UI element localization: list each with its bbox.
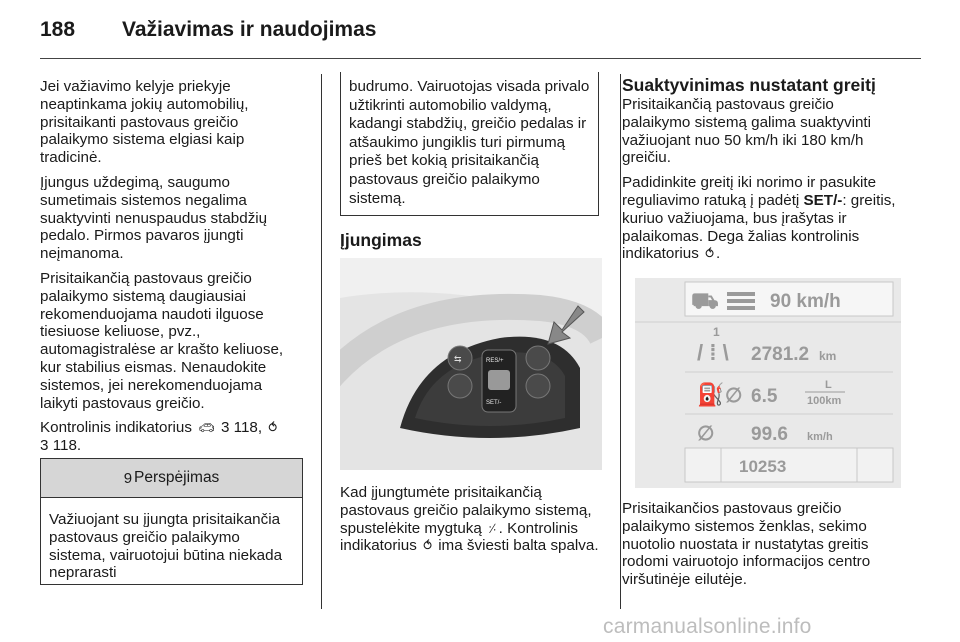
- warning-body: Važiuojant su įjungta prisitaikančia pastovaus greičio palaikymo sistema, vairuotojui būtina niekada neprarasti: [49, 511, 283, 582]
- fuel-consumption: 6.5: [751, 386, 778, 407]
- warning-triangle-icon: 9: [123, 469, 133, 487]
- average-speed-unit: km/h: [807, 431, 833, 443]
- section-title-activation: Įjungimas: [340, 230, 422, 250]
- cruise-control-icon: ⥀: [268, 420, 278, 436]
- car-follow-icon: ⛟: [691, 288, 719, 313]
- column-divider-2: [620, 74, 621, 609]
- page-ref-arrow: 3: [220, 419, 230, 437]
- right-column: [622, 96, 904, 270]
- watermark: carmanualsonline.info: [603, 615, 812, 638]
- driver-info-display: [635, 278, 901, 488]
- cruise-control-icon: ⥀: [705, 246, 714, 262]
- warning-continued-box: [340, 72, 599, 216]
- set-speed-value: 90 km/h: [770, 291, 841, 312]
- steering-wheel-image: [340, 258, 602, 470]
- cluster-caption: [622, 500, 904, 596]
- gap-level: 1: [713, 325, 720, 339]
- average-icon: ∅: [697, 423, 715, 445]
- paragraph: Prisitaikančią pastovaus greičio palaikymo sistemą galima suaktyvinti važiuojant nuo 50 km/h iki 180 km/h greičiu.: [622, 96, 871, 167]
- average-speed: 99.6: [751, 424, 788, 445]
- paragraph: Prisitaikančios pastovaus greičio palaikymo sistemos ženklas, sekimo nuotolio nuostata ir nustatytas greitis rodomi vairuotojo informacijos centro viršutinėje eilutėje.: [622, 500, 871, 589]
- res-label: RES/+: [486, 358, 504, 364]
- odometer: 10253: [739, 457, 787, 476]
- page-number: 188: [40, 18, 76, 41]
- road-icon: / ⁞ \: [697, 340, 729, 365]
- fuel-unit-top: L: [825, 379, 832, 391]
- page-title: Važiavimas ir naudojimas: [122, 18, 377, 41]
- steering-wheel-illustration: [340, 258, 602, 470]
- car-ahead-icon: 🚗︎: [198, 420, 215, 436]
- set-label: SET/-: [486, 400, 502, 406]
- warning-title: Perspėjimas: [134, 469, 220, 486]
- svg-text:⇆: ⇆: [454, 354, 462, 364]
- cruise-control-icon: ⥀: [423, 538, 432, 554]
- paragraph: Prisitaikančią pastovaus greičio palaikymo sistemą daugiausiai rekomenduojama naudoti ilguose tiesiuose keliuose, pvz., automagistralėse ar krašto keliuose, kur stabilius eismas. Nenaudokite sistemos, jei nerekomenduojama laikyti pastovaus greičio.: [40, 269, 284, 412]
- section-title-set-speed: Suaktyvinimas nustatant greitį: [622, 75, 876, 95]
- paragraph-indicator-refs: Kontrolinis indikatorius 🚗︎ 3 118, ⥀ 3 118.: [40, 419, 278, 455]
- cruise-car-button-icon: ⸓: [488, 520, 497, 536]
- set-label-bold: SET/-: [803, 191, 843, 209]
- driver-info-center-image: [635, 278, 901, 488]
- activation-paragraph: Kad įjungtumėte prisitaikančią pastovaus greičio palaikymo sistemą, spustelėkite mygtuką ⸓ . Kontrolinis indikatorius ⥀ ima šviesti balta spalva.: [340, 484, 599, 555]
- page-ref-arrow: 3: [40, 437, 49, 455]
- paragraph: Padidinkite greitį iki norimo ir pasukite reguliavimo ratuką į padėtį SET/-: greitis, kuriuo važiuojama, bus įrašytas ir palaikomas. Dega žalias kontrolinis indikatorius ⥀ .: [622, 174, 896, 263]
- average-icon: ∅: [725, 385, 743, 407]
- warning-header: [41, 458, 302, 498]
- trip-distance-unit: km: [819, 349, 837, 363]
- warning-continued-text: budrumo. Vairuotojas visada privalo užtikrinti automobilio valdymą, kadangi stabdžių, greičio pedalas ir atšaukimo jungiklis turi pirmumą prieš bet kokią prisitaikančią pastovaus greičio palaikymo sistemą.: [349, 78, 590, 207]
- page-header: [40, 18, 920, 58]
- paragraph: Jei važiavimo kelyje priekyje neaptinkama jokių automobilių, prisitaikanti pastovaus greičio palaikymo sistema elgiasi kaip tradicinė.: [40, 78, 249, 167]
- header-rule: [40, 58, 921, 59]
- trip-distance: 2781.2: [751, 344, 810, 365]
- left-column: [40, 78, 302, 462]
- paragraph: Įjungus uždegimą, saugumo sumetimais sistemos negalima suaktyvinti nenuspaudus stabdžių pedalo. Pirmos pavaros įjungti neįmanoma.: [40, 173, 268, 263]
- fuel-unit-bottom: 100km: [807, 395, 842, 407]
- warning-box: [40, 458, 303, 585]
- fuel-pump-icon: ⛽: [697, 382, 725, 407]
- column-divider-1: [321, 74, 322, 609]
